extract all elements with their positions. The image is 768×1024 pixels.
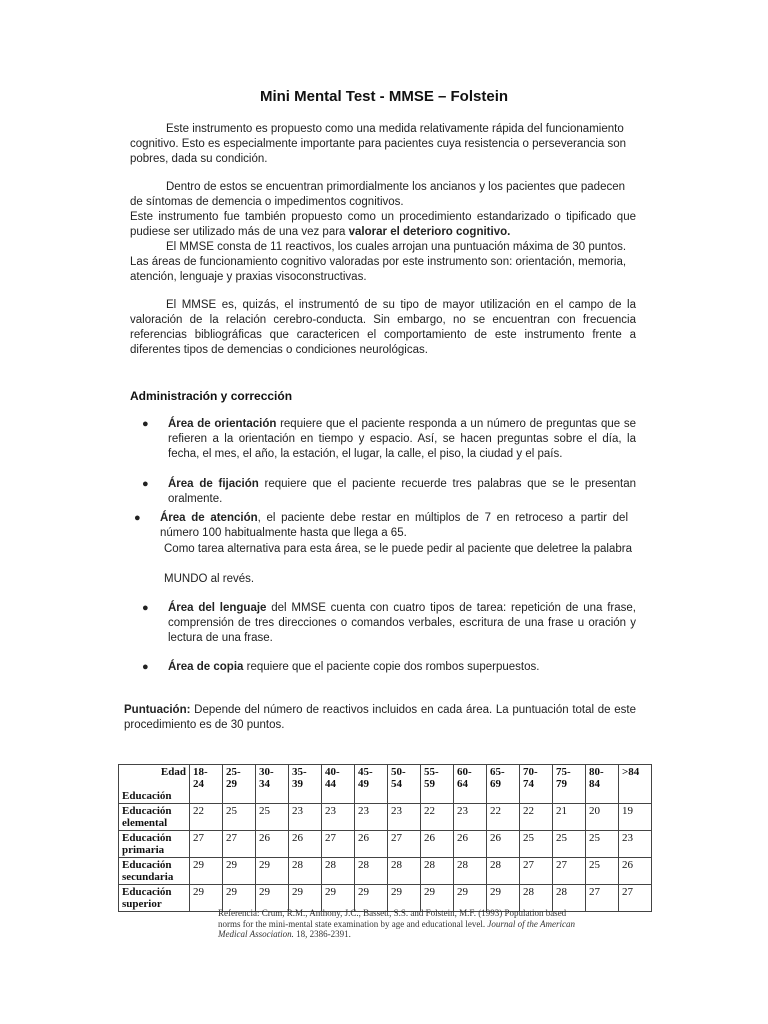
score-cell: 29 xyxy=(223,885,256,912)
table-row xyxy=(119,831,652,858)
score-cell: 28 xyxy=(553,885,586,912)
attention-alternative-end: MUNDO al revés. xyxy=(164,573,255,585)
score-cell: 20 xyxy=(586,804,619,831)
bullet-fixation-title: Área de fijación xyxy=(168,478,259,490)
score-cell: 27 xyxy=(553,858,586,885)
age-column-header: 65- 69 xyxy=(487,765,520,804)
score-cell: 26 xyxy=(355,831,388,858)
score-cell: 22 xyxy=(487,804,520,831)
score-cell: 27 xyxy=(586,885,619,912)
intro-paragraph-1 xyxy=(130,122,636,167)
age-column-header: 60- 64 xyxy=(454,765,487,804)
score-cell: 22 xyxy=(421,804,454,831)
bullet-orientation xyxy=(142,417,636,462)
intro-paragraph-2 xyxy=(130,180,636,285)
score-cell: 29 xyxy=(190,858,223,885)
score-cell: 29 xyxy=(256,858,289,885)
intro-text-2a: Dentro de estos se encuentran primordialmente los ancianos y los pacientes que padecen de síntomas de demencia o impedimentos cognitivos. xyxy=(130,181,626,208)
table-header-row xyxy=(119,765,652,804)
score-cell: 25 xyxy=(223,804,256,831)
scoring-label: Puntuación: xyxy=(124,704,191,716)
age-column-header: 30- 34 xyxy=(256,765,289,804)
age-column-header: 50- 54 xyxy=(388,765,421,804)
score-cell: 25 xyxy=(256,804,289,831)
score-cell: 26 xyxy=(289,831,322,858)
score-cell: 28 xyxy=(322,858,355,885)
admin-heading: Administración y corrección xyxy=(130,389,293,403)
score-cell: 23 xyxy=(619,831,652,858)
bullet-attention-body: , el paciente debe restar en múltiplos de 7 en retroceso a partir del número 100 habitualmente hasta que llega a 65. xyxy=(160,512,628,539)
score-cell: 28 xyxy=(355,858,388,885)
intro-text-1: Este instrumento es propuesto como una medida relativamente rápida del funcionamiento cognitivo. Esto es especialmente importante para pacientes cuya resistencia o perseverancia son pobres, dada su condición. xyxy=(130,123,627,165)
table-row xyxy=(119,858,652,885)
score-cell: 23 xyxy=(355,804,388,831)
bullet-orientation-body: requiere que el paciente responda a un número de preguntas que se refieren a la orientación en tiempo y espacio. Así, se hacen preguntas sobre el día, la fecha, el mes, el año, la estación, el lugar, la calle, el piso, la ciudad y el país. xyxy=(168,418,636,460)
age-column-header: 55- 59 xyxy=(421,765,454,804)
score-cell: 23 xyxy=(322,804,355,831)
education-header: Educación xyxy=(122,790,172,802)
score-cell: 25 xyxy=(520,831,553,858)
bullet-attention-text xyxy=(160,511,628,541)
age-education-header xyxy=(119,765,190,804)
score-cell: 27 xyxy=(388,831,421,858)
intro-paragraph-3 xyxy=(130,298,636,358)
education-level-label: Educación primaria xyxy=(119,831,190,858)
bullet-fixation-body: requiere que el paciente recuerde tres palabras que se le presentan oralmente. xyxy=(168,478,636,505)
score-cell: 29 xyxy=(355,885,388,912)
score-cell: 26 xyxy=(454,831,487,858)
bullet-orientation-text xyxy=(168,417,636,462)
intro-text-2b xyxy=(130,210,636,240)
score-cell: 26 xyxy=(619,858,652,885)
score-cell: 28 xyxy=(487,858,520,885)
reference-text: Referencia: Crum, R.M., Anthony, J.C., Bassett, S.S. and Folstein, M.F. (1993) Population based norms for the mini-mental state examination by age and educational level. xyxy=(218,908,567,929)
bullet-fixation xyxy=(142,477,636,507)
score-cell: 27 xyxy=(322,831,355,858)
score-cell: 19 xyxy=(619,804,652,831)
score-cell: 29 xyxy=(190,885,223,912)
score-cell: 27 xyxy=(223,831,256,858)
table-row xyxy=(119,804,652,831)
score-cell: 28 xyxy=(388,858,421,885)
score-cell: 25 xyxy=(553,831,586,858)
bullet-language-body: del MMSE cuenta con cuatro tipos de tarea: repetición de una frase, comprensión de tres direcciones o comandos verbales, escritura de una frase u oración y lectura de una frase. xyxy=(168,602,636,644)
reference-volume: 18, 2386-2391. xyxy=(293,929,351,939)
score-cell: 29 xyxy=(421,885,454,912)
score-cell: 29 xyxy=(223,858,256,885)
score-cell: 29 xyxy=(322,885,355,912)
bullet-copy-text xyxy=(168,660,636,675)
age-column-header: 45- 49 xyxy=(355,765,388,804)
score-cell: 29 xyxy=(289,885,322,912)
scoring-paragraph xyxy=(124,703,636,733)
score-cell: 27 xyxy=(619,885,652,912)
bullet-copy-title: Área de copia xyxy=(168,661,244,673)
norms-table xyxy=(118,764,652,912)
score-cell: 23 xyxy=(388,804,421,831)
bullet-language-text xyxy=(168,601,636,646)
score-cell: 27 xyxy=(520,858,553,885)
score-cell: 21 xyxy=(553,804,586,831)
score-cell: 23 xyxy=(454,804,487,831)
bullet-icon: ● xyxy=(134,512,141,524)
score-cell: 26 xyxy=(256,831,289,858)
bullet-language-title: Área del lenguaje xyxy=(168,602,267,614)
bullet-icon: ● xyxy=(142,478,149,490)
score-cell: 22 xyxy=(520,804,553,831)
education-level-label: Educación elemental xyxy=(119,804,190,831)
score-cell: 28 xyxy=(520,885,553,912)
bullet-attention xyxy=(134,511,628,541)
reference-journal: Journal of the American Medical Association. xyxy=(218,918,575,939)
score-cell: 26 xyxy=(421,831,454,858)
intro-text-3: El MMSE es, quizás, el instrumentó de su tipo de mayor utilización en el campo de la valoración de la relación cerebro-conducta. Sin embargo, no se encuentran con frecuencia referencias bibliográficas que caractericen el comportamiento de este instrumento frente a diferentes tipos de demencias o condiciones neurológicas. xyxy=(130,299,636,356)
scoring-text: Depende del número de reactivos incluidos en cada área. La puntuación total de este procedimiento es de 30 puntos. xyxy=(124,704,636,731)
score-cell: 25 xyxy=(586,831,619,858)
bullet-orientation-title: Área de orientación xyxy=(168,418,277,430)
score-cell: 27 xyxy=(190,831,223,858)
education-level-label: Educación superior xyxy=(119,885,190,912)
bullet-icon: ● xyxy=(142,661,149,673)
score-cell: 29 xyxy=(388,885,421,912)
age-column-header: 80- 84 xyxy=(586,765,619,804)
intro-text-2b-bold: valorar el deterioro cognitivo. xyxy=(348,226,511,238)
age-column-header: 40- 44 xyxy=(322,765,355,804)
bullet-copy xyxy=(142,660,636,675)
score-cell: 28 xyxy=(289,858,322,885)
score-cell: 23 xyxy=(289,804,322,831)
age-column-header: 25- 29 xyxy=(223,765,256,804)
intro-text-2b-plain: Este instrumento fue también propuesto como un procedimiento estandarizado o tipificado que pudiese ser utilizado más de una vez para xyxy=(130,211,636,238)
education-level-label: Educación secundaria xyxy=(119,858,190,885)
bullet-language xyxy=(142,601,636,646)
score-cell: 29 xyxy=(256,885,289,912)
age-column-header: 18- 24 xyxy=(190,765,223,804)
page-title: Mini Mental Test - MMSE – Folstein xyxy=(259,88,509,105)
bullet-copy-body: requiere que el paciente copie dos rombos superpuestos. xyxy=(243,661,540,673)
score-cell: 25 xyxy=(586,858,619,885)
age-column-header: >84 xyxy=(619,765,652,804)
bullet-attention-title: Área de atención xyxy=(160,512,258,524)
intro-text-2d: Las áreas de funcionamiento cognitivo valoradas por este instrumento son: orientación, memoria, atención, lenguaje y praxias visoconstructivas. xyxy=(130,256,627,283)
age-column-header: 35- 39 xyxy=(289,765,322,804)
bullet-icon: ● xyxy=(142,602,149,614)
score-cell: 29 xyxy=(487,885,520,912)
age-column-header: 70- 74 xyxy=(520,765,553,804)
score-cell: 28 xyxy=(454,858,487,885)
score-cell: 28 xyxy=(421,858,454,885)
attention-alternative: Como tarea alternativa para esta área, se le puede pedir al paciente que deletree la palabra xyxy=(164,543,632,555)
age-header: Edad xyxy=(160,766,186,778)
intro-text-2c: El MMSE consta de 11 reactivos, los cuales arrojan una puntuación máxima de 30 puntos. xyxy=(166,241,627,253)
score-cell: 26 xyxy=(487,831,520,858)
age-column-header: 75- 79 xyxy=(553,765,586,804)
score-cell: 22 xyxy=(190,804,223,831)
reference-citation xyxy=(218,908,578,940)
bullet-fixation-text xyxy=(168,477,636,507)
score-cell: 29 xyxy=(454,885,487,912)
bullet-icon: ● xyxy=(142,418,149,430)
